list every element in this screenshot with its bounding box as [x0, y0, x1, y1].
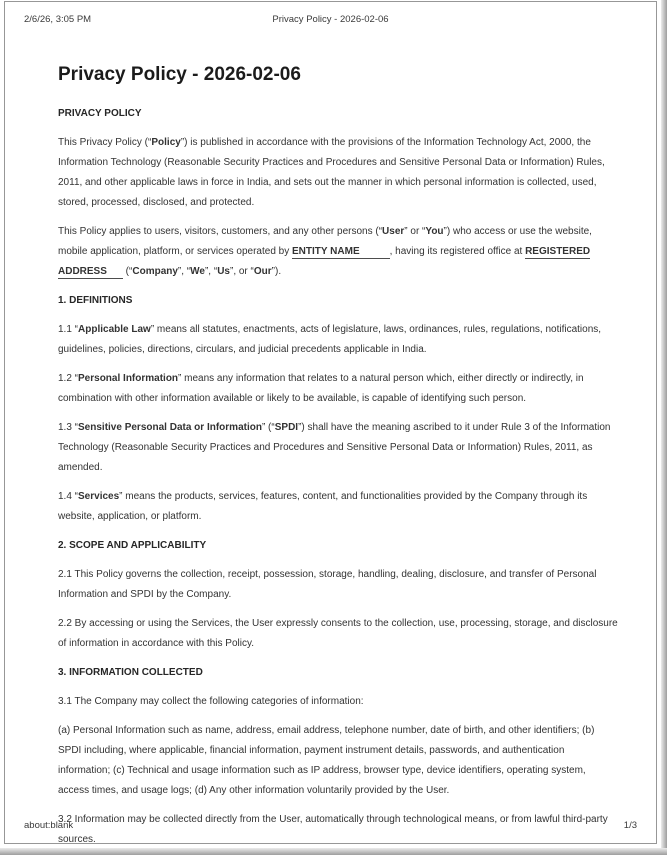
text-segment: Policy [151, 137, 181, 148]
section-heading [58, 536, 618, 556]
section-heading [58, 104, 618, 124]
text-segment: SPDI [274, 422, 299, 433]
text-segment: ”). [271, 266, 282, 277]
text-segment: 1.4 “ [58, 491, 79, 502]
document-paragraph [58, 487, 618, 527]
text-segment: ” means any information that relates to a natural person which, either directly or indirectly, in combination with other information available or likely to be available, is capable of identifying such person. [58, 373, 584, 404]
document-content [58, 56, 618, 845]
text-segment: 2.1 This Policy governs the collection, receipt, possession, storage, handling, dealing, disclosure, and transfer of Personal Information and SPDI by the Company. [58, 569, 597, 600]
text-segment: (“ [122, 266, 133, 277]
text-segment: 2.2 By accessing or using the Services, the User expressly consents to the collection, use, processing, storage, and disclosure of information in accordance with this Policy. [58, 618, 618, 649]
document-paragraph [58, 614, 618, 654]
text-segment: ”, or “ [229, 266, 254, 277]
text-segment: You [425, 226, 444, 237]
text-segment: 1. DEFINITIONS [58, 295, 133, 306]
text-segment: 3.2 Information may be collected directly from the User, automatically through technological means, or from lawful third-party sources. [58, 814, 608, 845]
text-segment: Our [253, 266, 272, 277]
text-segment: ”) who access or use the website, mobile application, platform, or services operated by [58, 226, 592, 257]
text-segment: 1.2 “ [58, 373, 79, 384]
document-paragraph [58, 692, 618, 712]
text-segment: 1.1 “ [58, 324, 79, 335]
text-segment: This Privacy Policy (“ [58, 137, 152, 148]
document-page [4, 1, 657, 844]
document-paragraph [58, 369, 618, 409]
section-heading [58, 291, 618, 311]
text-segment: (a) Personal Information such as name, address, email address, telephone number, date of birth, and other identifiers; (b) SPDI including, where applicable, financial information, payment instrument details, passwords, and authentication information; (c) Technical and usage information such as IP address, browser type, device identifiers, operating system, access times, and usage logs; (d) Any other information voluntarily provided by the User. [58, 725, 595, 796]
print-footer-url: about:blank [24, 820, 74, 831]
print-footer [24, 820, 637, 831]
print-footer-page-number: 1/3 [623, 820, 637, 831]
text-segment: 1.3 “ [58, 422, 79, 433]
document-paragraph [58, 565, 618, 605]
document-title: Privacy Policy - 2026-02-06 [58, 64, 301, 85]
fill-in-blank: REGISTERED ADDRESS [58, 246, 591, 277]
print-header [24, 14, 637, 28]
document-paragraph [58, 133, 618, 213]
window-right-edge [661, 0, 667, 855]
text-segment: , having its registered office at [389, 246, 526, 257]
print-header-datetime: 2/6/26, 3:05 PM [24, 14, 92, 25]
text-segment: ”) shall have the meaning ascribed to it under Rule 3 of the Information Technology (Reasonable Security Practices and Procedures and Sensitive Personal Data or Information) Rules, 2011, as amended. [58, 422, 611, 473]
section-heading [58, 663, 618, 683]
text-segment: ”, “ [204, 266, 218, 277]
text-segment: ”, “ [177, 266, 191, 277]
text-segment: Services [78, 491, 120, 502]
text-segment: ” (“ [261, 422, 275, 433]
fill-in-blank: ENTITY NAME [292, 246, 390, 259]
text-segment: 3.1 The Company may collect the following categories of information: [58, 696, 364, 707]
text-segment: We [190, 266, 205, 277]
text-segment: ” or “ [404, 226, 426, 237]
text-segment: Us [217, 266, 230, 277]
text-segment: User [382, 226, 405, 237]
window-bottom-edge [0, 848, 667, 855]
text-segment: ” means the products, services, features, content, and functionalities provided by the Company through its website, application, or platform. [58, 491, 588, 522]
text-segment: This Policy applies to users, visitors, customers, and any other persons (“ [58, 226, 383, 237]
text-segment: ”) is published in accordance with the provisions of the Information Technology Act, 2000, the Information Technology (Reasonable Security Practices and Procedures and Sensitive Personal Data or Information) Rules, 2011, and other applicable laws in force in India, and sets out the manner in which personal information is collected, used, stored, processed, disclosed, and protected. [58, 137, 605, 208]
document-paragraph [58, 320, 618, 360]
document-paragraph [58, 222, 618, 282]
document-paragraph [58, 721, 618, 801]
document-blocks [58, 104, 618, 850]
text-segment: Applicable Law [78, 324, 151, 335]
document-paragraph [58, 418, 618, 478]
print-header-doc-title: Privacy Policy - 2026-02-06 [272, 14, 389, 25]
text-segment: 3. INFORMATION COLLECTED [58, 667, 203, 678]
text-segment: PRIVACY POLICY [58, 108, 142, 119]
text-segment: Personal Information [78, 373, 179, 384]
text-segment: ” means all statutes, enactments, acts of legislature, laws, ordinances, rules, regulations, notifications, guidelines, policies, directions, circulars, and judicial precedents applicable in India. [58, 324, 602, 355]
text-segment: Sensitive Personal Data or Information [78, 422, 262, 433]
text-segment: Company [132, 266, 178, 277]
text-segment: 2. SCOPE AND APPLICABILITY [58, 540, 207, 551]
